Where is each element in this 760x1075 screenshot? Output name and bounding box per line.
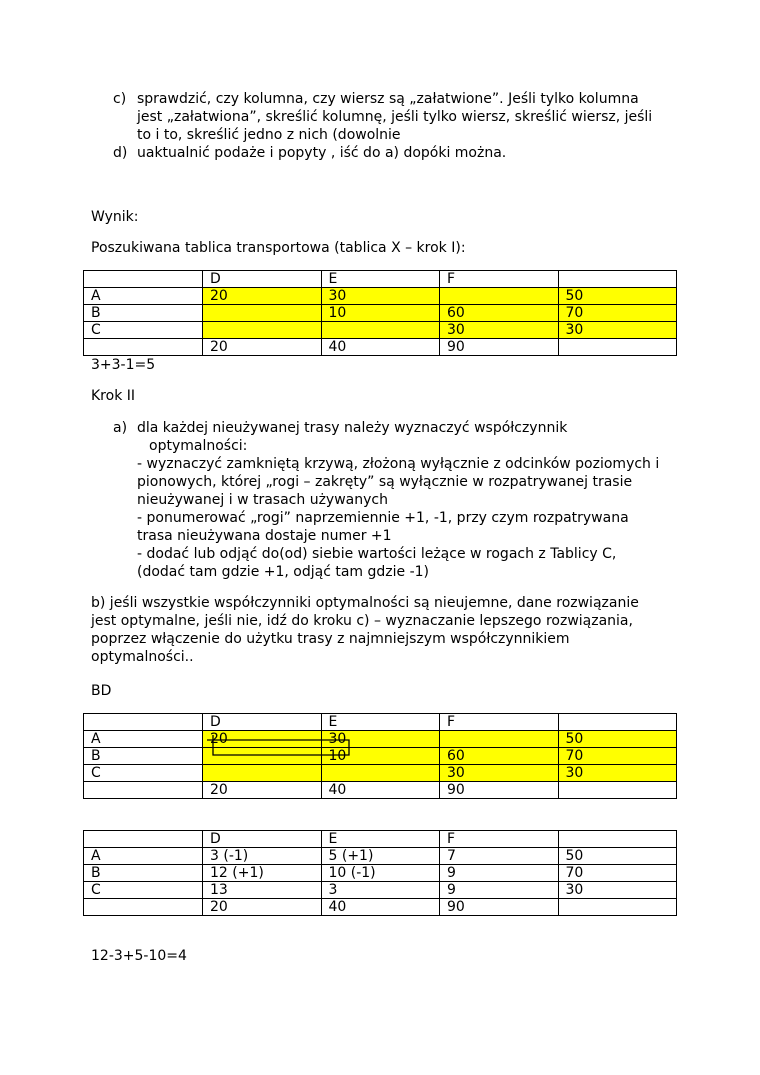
table-cell: 3 [321, 882, 440, 899]
table-cell: 9 [440, 882, 559, 899]
table-cell: 70 [558, 748, 677, 765]
list-marker: c) [113, 91, 127, 107]
table-cell: 40 [321, 782, 440, 799]
table-cell [558, 714, 677, 731]
list-marker: d) [113, 145, 128, 161]
transport-table-x [83, 270, 677, 356]
table-cell: A [84, 288, 203, 305]
text-line: (dodać tam gdzie +1, odjąć tam gdzie -1) [137, 564, 430, 580]
formula-count: 3+3-1=5 [91, 357, 156, 373]
text-line: dla każdej nieużywanej trasy należy wyznaczyć współczynnik [137, 420, 568, 436]
table-cell: E [321, 714, 440, 731]
table-cell: E [321, 831, 440, 848]
transport-table-bd [83, 713, 677, 799]
table-cell: 40 [321, 899, 440, 916]
table-cell: B [84, 748, 203, 765]
table-cell [558, 782, 677, 799]
table-cell [84, 714, 203, 731]
text-line: trasa nieużywana dostaje numer +1 [137, 528, 392, 544]
text-line: optymalności.. [91, 649, 194, 665]
table-row [84, 782, 677, 799]
table-row [84, 882, 677, 899]
table-cell [84, 339, 203, 356]
text-line: optymalności: [149, 438, 248, 454]
table-row [84, 731, 677, 748]
table-cell: A [84, 848, 203, 865]
table-cell [203, 748, 322, 765]
table-cell: 20 [203, 782, 322, 799]
table-cell: 50 [558, 288, 677, 305]
table-cell: 50 [558, 731, 677, 748]
table-cell: E [321, 271, 440, 288]
table-row [84, 322, 677, 339]
table-row [84, 748, 677, 765]
table-cell: 20 [203, 731, 322, 748]
text-line: - ponumerować „rogi” naprzemiennie +1, -1, przy czym rozpatrywana [137, 510, 629, 526]
table-cell [84, 831, 203, 848]
table-cell [84, 271, 203, 288]
table-cell: 30 [440, 765, 559, 782]
table-cell: F [440, 714, 559, 731]
table-row [84, 848, 677, 865]
result-label: Wynik: [91, 209, 139, 225]
table-row [84, 831, 677, 848]
table-cell: 50 [558, 848, 677, 865]
table-cell: A [84, 731, 203, 748]
table-cell: 30 [440, 322, 559, 339]
table-cell [84, 782, 203, 799]
list-marker: a) [113, 420, 128, 436]
text-line: to i to, skreślić jedno z nich (dowolnie [137, 127, 401, 143]
table-cell: 90 [440, 899, 559, 916]
table-cell: 12 (+1) [203, 865, 322, 882]
table-cell: F [440, 831, 559, 848]
table-cell: 70 [558, 305, 677, 322]
table-cell: D [203, 831, 322, 848]
text-line: uaktualnić podaże i popyty , iść do a) dopóki można. [137, 145, 507, 161]
table-cell: C [84, 882, 203, 899]
table-cell [203, 765, 322, 782]
table-row [84, 865, 677, 882]
table-cell: 9 [440, 865, 559, 882]
table-row [84, 288, 677, 305]
table-cell [558, 339, 677, 356]
table-cell [558, 831, 677, 848]
table-cell: 10 [321, 305, 440, 322]
text-line: nieużywanej i w trasach używanych [137, 492, 388, 508]
table-cell: 60 [440, 748, 559, 765]
table-cell [84, 899, 203, 916]
bd-label: BD [91, 683, 112, 699]
table-cell: 70 [558, 865, 677, 882]
text-line: - dodać lub odjąć do(od) siebie wartości leżące w rogach z Tablicy C, [137, 546, 617, 562]
table-row [84, 899, 677, 916]
table-cell: D [203, 271, 322, 288]
text-line: - wyznaczyć zamkniętą krzywą, złożoną wyłącznie z odcinków poziomych i [137, 456, 660, 472]
table-cell: 20 [203, 899, 322, 916]
table-cell [440, 288, 559, 305]
table-cell: 7 [440, 848, 559, 865]
coefficient-table [83, 830, 677, 916]
table-cell: 10 (-1) [321, 865, 440, 882]
text-line: pionowych, której „rogi – zakręty” są wyłącznie w rozpatrywanej trasie [137, 474, 633, 490]
table-cell: D [203, 714, 322, 731]
table-cell: 90 [440, 339, 559, 356]
table-cell: 10 [321, 748, 440, 765]
table-row [84, 271, 677, 288]
table-cell [440, 731, 559, 748]
table-cell [321, 322, 440, 339]
table-row [84, 339, 677, 356]
table-cell [558, 899, 677, 916]
table-cell [203, 305, 322, 322]
table-cell: 30 [321, 731, 440, 748]
table-cell [321, 765, 440, 782]
table-cell: 60 [440, 305, 559, 322]
table-cell: 20 [203, 288, 322, 305]
table-row [84, 714, 677, 731]
table-cell: F [440, 271, 559, 288]
table-cell: 40 [321, 339, 440, 356]
table1-caption: Poszukiwana tablica transportowa (tablica X – krok I): [91, 240, 466, 256]
table-cell: 30 [558, 882, 677, 899]
table-cell: 20 [203, 339, 322, 356]
table-cell: 13 [203, 882, 322, 899]
table-cell: C [84, 322, 203, 339]
text-line: b) jeśli wszystkie współczynniki optymalności są nieujemne, dane rozwiązanie [91, 595, 639, 611]
table-cell: B [84, 305, 203, 322]
text-line: jest optymalne, jeśli nie, idź do kroku c) – wyznaczanie lepszego rozwiązania, [91, 613, 633, 629]
formula-coefficient: 12-3+5-10=4 [91, 948, 187, 964]
table-cell: 30 [558, 322, 677, 339]
table-row [84, 765, 677, 782]
text-line: sprawdzić, czy kolumna, czy wiersz są „załatwione”. Jeśli tylko kolumna [137, 91, 639, 107]
table-cell: 5 (+1) [321, 848, 440, 865]
table-cell: 90 [440, 782, 559, 799]
table-row [84, 305, 677, 322]
table-cell [203, 322, 322, 339]
table-cell: 30 [558, 765, 677, 782]
table-cell: 3 (-1) [203, 848, 322, 865]
step2-title: Krok II [91, 388, 136, 404]
text-line: jest „załatwiona”, skreślić kolumnę, jeśli tylko wiersz, skreślić wiersz, jeśli [137, 109, 653, 125]
paragraph-b [91, 594, 639, 666]
text-line: poprzez włączenie do użytku trasy z najmniejszym współczynnikiem [91, 631, 570, 647]
table-cell [558, 271, 677, 288]
table-cell: C [84, 765, 203, 782]
table-cell: 30 [321, 288, 440, 305]
table-cell: B [84, 865, 203, 882]
